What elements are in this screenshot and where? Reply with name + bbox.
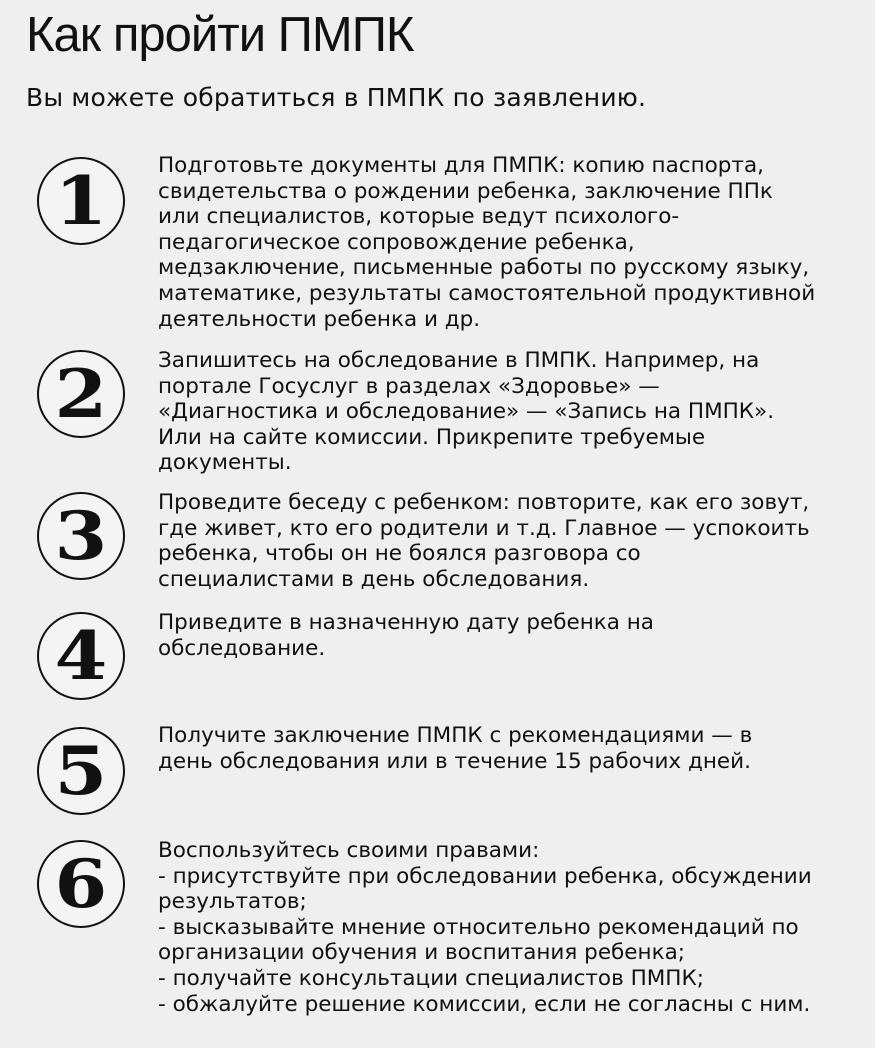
step-2-text: Запишитесь на обследование в ПМПК. Например, на портале Госуслуг в разделах «Здоровье» — «Диагностика и обследование» — «Запись на ПМПК». Или на сайте комиссии. Прикрепите требуемые документы. — [158, 348, 775, 476]
step-6-number-badge — [37, 840, 125, 928]
step-4-number: 4 — [54, 617, 108, 695]
step-6-text: Воспользуйтесь своими правами: - присутствуйте при обследовании ребенка, обсуждении результатов; - высказывайте мнение относительно рекомендаций по организации обучения и воспитания ребенка; - получайте консультации специалистов ПМПК; - обжалуйте решение комиссии, если не согласны с ним. — [158, 838, 812, 1017]
step-5-text: Получите заключение ПМПК с рекомендациями — в день обследования или в течение 15 рабочих дней. — [158, 723, 753, 774]
step-4-text: Приведите в назначенную дату ребенка на обследование. — [158, 610, 654, 661]
step-5-number: 5 — [54, 732, 108, 810]
step-6-number: 6 — [54, 845, 108, 923]
page-title: Как пройти ПМПК — [26, 8, 414, 62]
step-1-number-badge — [37, 157, 125, 245]
page-subtitle: Вы можете обратиться в ПМПК по заявлению. — [26, 83, 647, 112]
step-3-number: 3 — [54, 497, 108, 575]
step-1-text: Подготовьте документы для ПМПК: копию паспорта, свидетельства о рождении ребенка, заключение ППк или специалистов, которые ведут психолого- педагогическое сопровождение ребенка, медзаключение, письменные работы по русскому языку, математике, результаты самостоятельной продуктивной деятельности ребенка и др. — [158, 153, 816, 332]
step-3-text: Проведите беседу с ребенком: повторите, как его зовут, где живет, кто его родители и т.д. Главное — успокоить ребенка, чтобы он не боялся разговора со специалистами в день обследования. — [158, 490, 810, 592]
step-5-number-badge — [37, 727, 125, 815]
step-4-number-badge — [37, 612, 125, 700]
step-2-number-badge — [37, 350, 125, 438]
step-1-number: 1 — [54, 162, 108, 240]
step-3-number-badge — [37, 492, 125, 580]
step-2-number: 2 — [54, 355, 108, 433]
